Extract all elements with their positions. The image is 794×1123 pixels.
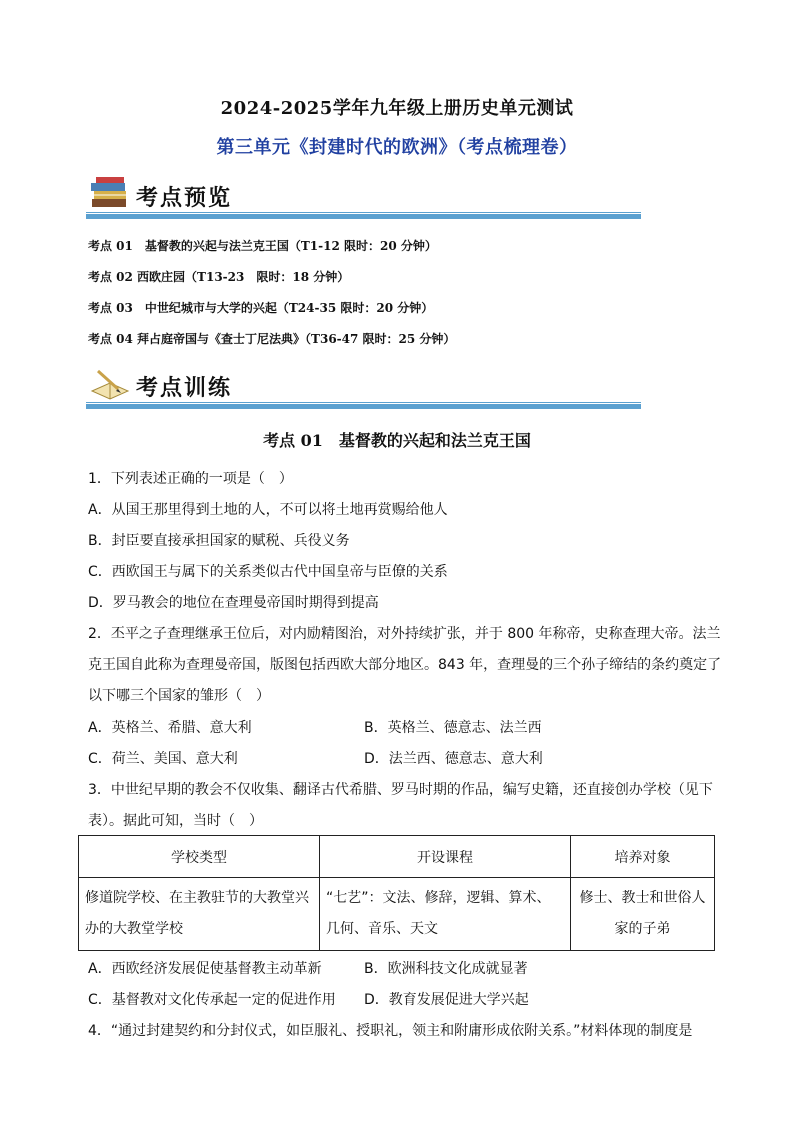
table-cell: “七艺”：文法、修辞，逻辑、算术、几何、音乐、天文: [320, 878, 571, 951]
banner-rule: [86, 404, 641, 409]
q3-option-a: A．西欧经济发展促使基督教主动革新: [88, 961, 322, 977]
q3-option-d: D．教育发展促进大学兴起: [364, 992, 529, 1008]
preview-item-2: 考点 02 西欧庄园（T13-23 限时：18 分钟）: [88, 270, 350, 284]
open-book-pen-icon: [88, 365, 132, 403]
q2-stem-line3: 以下哪三个国家的雏形（ ）: [88, 688, 270, 704]
q3-option-c: C．基督教对文化传承起一定的促进作用: [88, 992, 336, 1008]
section-title: 考点 01 基督教的兴起和法兰克王国: [263, 431, 531, 450]
preview-item-4: 考点 04 拜占庭帝国与《查士丁尼法典》（T36-47 限时：25 分钟）: [88, 332, 456, 346]
training-banner-label: 考点训练: [136, 376, 233, 401]
q2-option-d: D．法兰西、德意志、意大利: [364, 751, 543, 767]
preview-banner-label: 考点预览: [136, 186, 233, 211]
q2-option-b: B．英格兰、德意志、法兰西: [364, 720, 542, 736]
preview-item-1: 考点 01 基督教的兴起与法兰克王国（T1-12 限时：20 分钟）: [88, 239, 437, 253]
q3-table: [78, 835, 715, 951]
q2-stem-line1: 2．丕平之子查理继承王位后，对内励精图治，对外持续扩张，并于 800 年称帝，史称查理大帝。法兰: [88, 626, 721, 642]
books-icon: [88, 175, 132, 213]
preview-banner: [86, 175, 641, 219]
q2-option-a: A．英格兰、希腊、意大利: [88, 720, 252, 736]
banner-rule: [86, 212, 641, 213]
preview-list: [88, 236, 455, 360]
table-row: [79, 878, 715, 951]
q1-stem: 1．下列表述正确的一项是（ ）: [88, 471, 293, 487]
table-header-cell: 培养对象: [571, 836, 715, 878]
page-title: 2024-2025学年九年级上册历史单元测试: [220, 98, 574, 119]
q1-option-c: C．西欧国王与属下的关系类似古代中国皇帝与臣僚的关系: [88, 564, 448, 580]
table-cell: 修士、教士和世俗人家的子弟: [571, 878, 715, 951]
q2-stem-line2: 克王国自此称为查理曼帝国，版图包括西欧大部分地区。843 年，查理曼的三个孙子缔结的条约奠定了: [88, 657, 722, 673]
preview-item-3: 考点 03 中世纪城市与大学的兴起（T24-35 限时：20 分钟）: [88, 301, 434, 315]
q1-option-b: B．封臣要直接承担国家的赋税、兵役义务: [88, 533, 350, 549]
table-header-cell: 学校类型: [79, 836, 320, 878]
table-header-cell: 开设课程: [320, 836, 571, 878]
q2-option-c: C．荷兰、美国、意大利: [88, 751, 238, 767]
page-subtitle: 第三单元《封建时代的欧洲》（考点梳理卷）: [216, 137, 578, 158]
banner-rule: [86, 402, 641, 403]
banner-rule: [86, 214, 641, 219]
table-cell: 修道院学校、在主教驻节的大教堂兴办的大教堂学校: [79, 878, 320, 951]
q3-stem-line1: 3．中世纪早期的教会不仅收集、翻译古代希腊、罗马时期的作品，编写史籍，还直接创办学校（见下: [88, 782, 713, 798]
q4-stem: 4．“通过封建契约和分封仪式，如臣服礼、授职礼，领主和附庸形成依附关系。”材料体现的制度是: [88, 1023, 693, 1039]
q3-stem-line2: 表）。据此可知，当时（ ）: [88, 813, 263, 829]
q1-option-d: D．罗马教会的地位在查理曼帝国时期得到提高: [88, 595, 379, 611]
q1-option-a: A．从国王那里得到土地的人，不可以将土地再赏赐给他人: [88, 502, 448, 518]
training-banner: [86, 365, 641, 409]
q3-option-b: B．欧洲科技文化成就显著: [364, 961, 528, 977]
table-header-row: [79, 836, 715, 878]
